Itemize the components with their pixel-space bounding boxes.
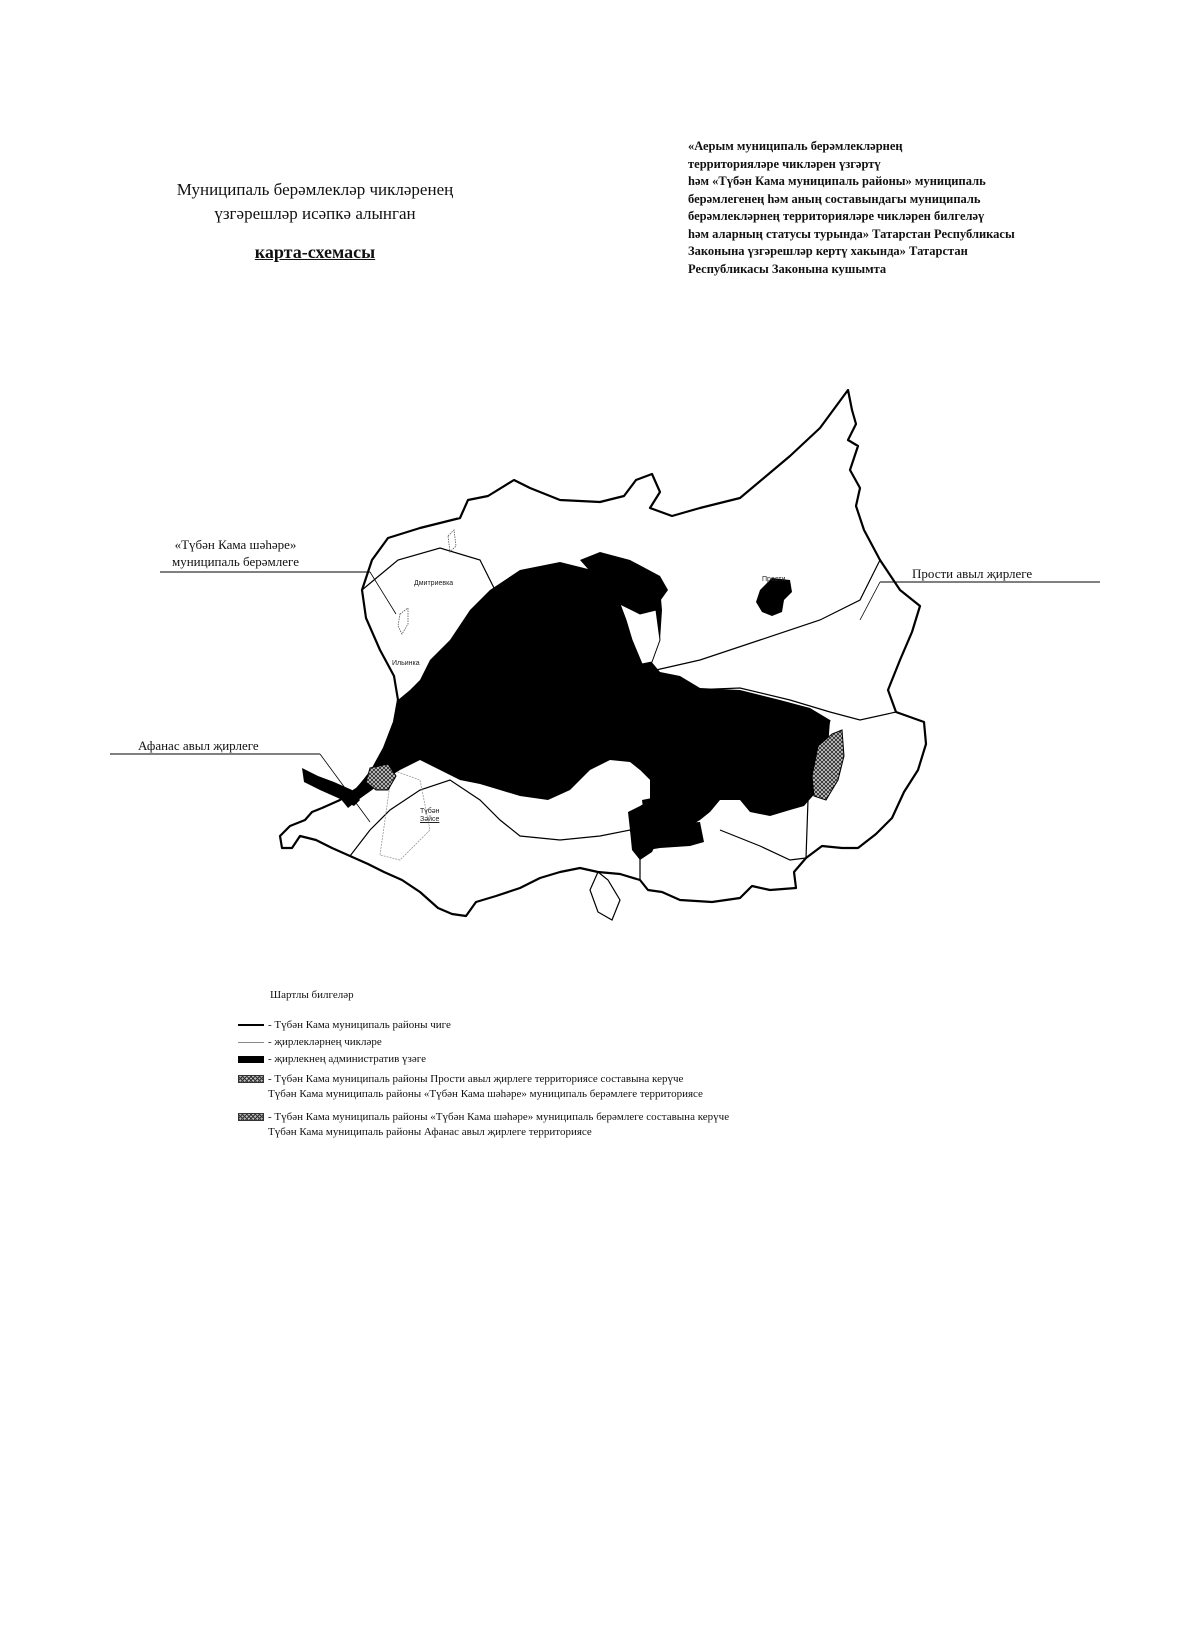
city-strip-west — [302, 768, 360, 806]
label-city-line1: «Түбән Кама шәһәре» — [174, 537, 297, 552]
legend-item-settlement-border — [238, 1035, 382, 1049]
legend-text: - Түбән Кама муниципаль районы «Түбән Кама шәһәре» муниципаль берәмлеге составына керүче — [268, 1111, 730, 1123]
place-dmitrievka: Дмитриевка — [414, 580, 454, 587]
place-tuban-1: Түбән — [420, 808, 440, 815]
annex-line: берәмлекләрнең территорияләре чикләрен билгеләү — [688, 209, 985, 223]
annex-line: Республикасы Законына кушымта — [688, 261, 887, 276]
title-line-2: үзгәрешләр исәпкә алынган — [214, 204, 416, 223]
legend-swatch-hatch — [238, 1075, 264, 1083]
annex-line: «Аерым муниципаль берәмлекләрнең — [688, 139, 903, 153]
place-tuban-2: Зәйсе — [420, 816, 440, 823]
place-ilyinka: Ильинка — [392, 660, 420, 667]
title-line-1: Муниципаль берәмлекләр чикләренең — [176, 180, 454, 199]
legend-text: - җирлекләрнең чикләре — [268, 1036, 382, 1048]
legend-text: - җирлекнең административ үзәге — [268, 1053, 427, 1065]
title-main: карта-схемасы — [254, 242, 376, 262]
label-city-line2: муниципаль берәмлеге — [172, 554, 299, 569]
legend-swatch-solid — [238, 1056, 264, 1063]
legend-text: - Түбән Кама муниципаль районы чиге — [268, 1019, 451, 1031]
legend-item-transfer-city — [238, 1072, 683, 1086]
annex-line: берәмлегенең һәм аның составындагы муниципаль — [688, 191, 981, 206]
legend-swatch-thin-line — [238, 1042, 264, 1043]
settlement-boundary — [590, 872, 620, 920]
legend-title: Шартлы билгеләр — [270, 989, 354, 1001]
legend-item-transfer-afanas — [238, 1110, 729, 1124]
legend-item-district-border — [238, 1018, 451, 1032]
annex-line: һәм «Түбән Кама муниципаль районы» муниципаль — [688, 174, 986, 188]
label-prosti: Прости авыл җирлеге — [912, 566, 1033, 581]
annex-line: территорияләре чикләрен үзгәртү — [688, 156, 881, 171]
label-afanas: Афанас авыл җирлеге — [138, 738, 259, 753]
annex-line: Законына үзгәрешләр кертү хакында» Татарстан — [688, 244, 968, 258]
place-prosti: Прости — [762, 576, 786, 583]
label-city — [172, 536, 299, 570]
legend-text: - Түбән Кама муниципаль районы Прости авыл җирлеге территориясе составына керүче — [268, 1073, 684, 1085]
legend-swatch-hatch — [238, 1113, 264, 1121]
legend-text-cont: Түбән Кама муниципаль районы Афанас авыл җирлеге территориясе — [268, 1126, 592, 1138]
legend-text-cont: Түбән Кама муниципаль районы «Түбән Кама шәһәре» муниципаль берәмлеге территориясе — [268, 1088, 703, 1100]
legend-item-admin-center — [238, 1052, 426, 1066]
legend-swatch-line — [238, 1024, 264, 1026]
annex-line: һәм аларның статусы турында» Татарстан Республикасы — [688, 226, 1015, 241]
